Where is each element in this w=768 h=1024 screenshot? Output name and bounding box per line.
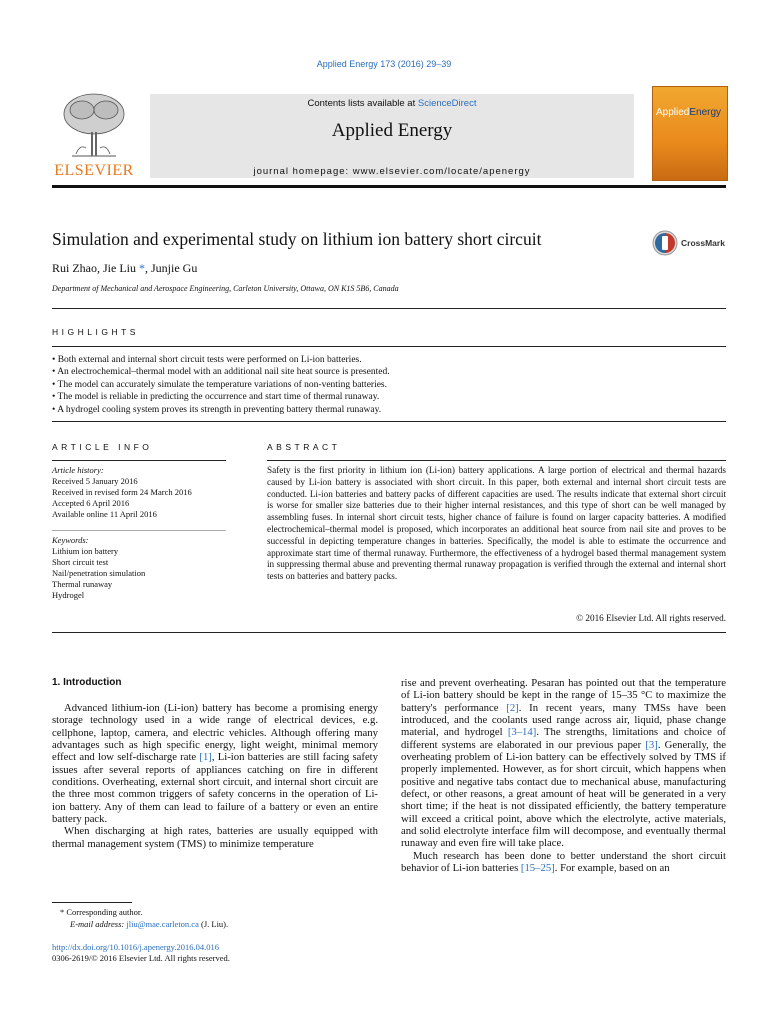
intro-text: . In recent years, many TMSs have been introduced, and the coolants used range across air, liquid, phase change material, and hydrogel bbox=[401, 701, 726, 739]
article-title: Simulation and experimental study on lithium ion battery short circuit bbox=[52, 229, 542, 249]
section-rule-top bbox=[52, 308, 726, 309]
keywords-label: Keywords: bbox=[52, 535, 89, 545]
highlights-heading: HIGHLIGHTS bbox=[52, 327, 139, 337]
header-rule bbox=[52, 185, 726, 188]
section-heading-introduction: 1. Introduction bbox=[52, 677, 122, 688]
intro-text: Advanced lithium-ion (Li-ion) battery has become a promising energy storage technology used in a wide range of electrical devices, e.g. cellphone, laptop, camera, and electric vehicles. Although offering many advantages such as high specific energy, light weight, minimal memory effect and low self-discharge rate bbox=[52, 702, 378, 764]
intro-text: . Generally, the overheating problem of Li-ion battery can be effectively solved by TMS if properly implemented. However, as for short circuit, which happens when positive and negative tabs contact due to mechanical abuse, manufacturing defect, or other reasons, a great amount of heat will be generated in a very short time; if the heat is not dissipated efficiently, the battery temperature will exceed a critical point, above which the electrolyte, active materials, and solid electrolyte interface film will decompose, and eventually thermal runaway and even fire will take place. bbox=[401, 738, 727, 850]
highlight-item: • The model is reliable in predicting the occurrence and start time of thermal runaway. bbox=[52, 391, 726, 403]
cover-title bbox=[656, 107, 721, 118]
intro-text: . For example, based on an bbox=[554, 862, 670, 875]
keyword-item: Short circuit test bbox=[52, 557, 109, 567]
intro-paragraph-3 bbox=[401, 677, 726, 850]
sciencedirect-link[interactable]: ScienceDirect bbox=[417, 98, 477, 109]
highlights-rule bbox=[52, 346, 726, 347]
elsevier-logo bbox=[52, 88, 136, 180]
keywords-rule bbox=[52, 530, 226, 531]
abstract-heading: ABSTRACT bbox=[267, 442, 341, 452]
elsevier-tree-icon bbox=[52, 88, 136, 162]
crossmark-label: CrossMark bbox=[681, 238, 725, 248]
intro-text: Much research has been done to better understand the short circuit behavior of Li-ion batteries bbox=[401, 849, 726, 875]
keyword-item: Lithium ion battery bbox=[52, 546, 119, 556]
article-info-rule bbox=[52, 460, 226, 461]
reference-link[interactable]: [1] bbox=[199, 751, 212, 764]
journal-banner bbox=[150, 94, 634, 178]
abstract-rule-bottom bbox=[52, 632, 726, 633]
doi-link[interactable]: http://dx.doi.org/10.1016/j.apenergy.2016.04.016 bbox=[52, 942, 219, 952]
intro-paragraph-4 bbox=[401, 850, 726, 875]
intro-paragraph-2: When discharging at high rates, batteries are usually equipped with thermal management system (TMS) to minimize temperature bbox=[52, 825, 378, 850]
keyword-item: Thermal runaway bbox=[52, 579, 113, 589]
highlight-item: • A hydrogel cooling system proves its strength in preventing battery thermal runaway. bbox=[52, 404, 726, 416]
body-column-left bbox=[52, 702, 378, 850]
crossmark-icon bbox=[652, 230, 678, 256]
history-item: Available online 11 April 2016 bbox=[52, 509, 157, 519]
intro-text: rise and prevent overheating. Pesaran has pointed out that the temperature of Li-ion battery should be kept in the range of 15–35 °C to maximize the battery's performance bbox=[401, 677, 726, 714]
abstract-rule bbox=[267, 460, 726, 461]
history-item: Received 5 January 2016 bbox=[52, 476, 138, 486]
reference-link[interactable]: [2] bbox=[506, 701, 519, 714]
affiliation: Department of Mechanical and Aerospace Engineering, Carleton University, Ottawa, ON K1S 5B6, Canada bbox=[52, 284, 399, 293]
intro-text: , Li-ion batteries are still facing safety issues after several reports of appliances catching on fire in different conditions. Overheating, external short circuit, and internal short circuit are the three most common triggers of safety concerns in the operation of Li-ion battery. Any of them can lead to failure of a battery or even an entire battery pack. bbox=[52, 751, 378, 826]
author-list bbox=[52, 261, 197, 276]
highlight-item: • An electrochemical–thermal model with an additional nail site heat source is presented. bbox=[52, 366, 726, 378]
issn-copyright: 0306-2619/© 2016 Elsevier Ltd. All rights reserved. bbox=[52, 953, 230, 963]
email-after: (J. Liu). bbox=[198, 919, 229, 929]
journal-homepage[interactable]: journal homepage: www.elsevier.com/locate/apenergy bbox=[253, 166, 531, 177]
highlight-item: • Both external and internal short circuit tests were performed on Li-ion batteries. bbox=[52, 354, 726, 366]
abstract-text: Safety is the first priority in lithium ion (Li-ion) battery applications. A large portion of electrical and thermal hazards caused by Li-ion battery is associated with short circuit. In this paper, both external and internal short circuit tests are conducted. Li-ion batteries and battery packs of different capacities are used. The results indicate that external short circuit is worse for smaller size batteries due to their higher internal resistances, and this type of short can be well managed by assembling fuses. In internal short circuit tests, higher chance of failure is found on larger capacity batteries. A modified electrochemical–thermal model is proposed, which incorporates an additional heat source from nail site and proves to be successful in depicting temperature changes in batteries. Specifically, the model is able to estimate the occurrence and approximate start time of thermal runaway. Furthermore, the effectiveness of a hydrogel based thermal management system in suppressing thermal abuse and preventing thermal runaway propagation is verified through the external and internal short tests on batteries and battery packs. bbox=[267, 465, 726, 582]
corresponding-author-note: * Corresponding author. bbox=[60, 907, 143, 917]
article-info-heading: ARTICLE INFO bbox=[52, 442, 153, 452]
abstract-copyright: © 2016 Elsevier Ltd. All rights reserved. bbox=[576, 613, 726, 623]
contents-line bbox=[150, 98, 634, 109]
intro-paragraph-1 bbox=[52, 702, 378, 825]
cover-title-1: Applied bbox=[656, 107, 690, 118]
history-label: Article history: bbox=[52, 465, 104, 475]
body-column-right bbox=[401, 677, 726, 875]
crossmark-badge[interactable] bbox=[652, 230, 732, 258]
authors-first: Rui Zhao, Jie Liu bbox=[52, 261, 136, 275]
history-item: Received in revised form 24 March 2016 bbox=[52, 487, 192, 497]
history-item: Accepted 6 April 2016 bbox=[52, 498, 130, 508]
elsevier-wordmark: ELSEVIER bbox=[54, 162, 134, 179]
keyword-item: Nail/penetration simulation bbox=[52, 568, 146, 578]
contents-prefix: Contents lists available at bbox=[307, 98, 418, 109]
footnote-rule bbox=[52, 902, 132, 903]
email-label: E-mail address: bbox=[70, 919, 127, 929]
journal-cover[interactable] bbox=[652, 86, 728, 181]
reference-link[interactable]: [3–14] bbox=[507, 726, 537, 739]
highlight-item: • The model can accurately simulate the temperature variations of non-venting batteries. bbox=[52, 379, 726, 391]
highlights-list bbox=[52, 354, 726, 416]
reference-link[interactable]: [15–25] bbox=[520, 862, 555, 875]
cover-title-2: Energy bbox=[689, 107, 722, 118]
journal-citation[interactable]: Applied Energy 173 (2016) 29–39 bbox=[316, 59, 452, 69]
keyword-item: Hydrogel bbox=[52, 590, 85, 600]
email-note bbox=[70, 919, 228, 929]
highlights-rule-bottom bbox=[52, 421, 726, 422]
intro-text: . The strengths, limitations and choice of different systems are elaborated in our previous paper bbox=[401, 726, 726, 751]
authors-rest: , Junjie Gu bbox=[145, 261, 198, 275]
journal-name: Applied Energy bbox=[331, 120, 453, 141]
email-link[interactable]: jliu@mae.carleton.ca bbox=[126, 919, 199, 929]
reference-link[interactable]: [3] bbox=[645, 738, 658, 751]
corresponding-author-mark[interactable]: * bbox=[136, 261, 145, 275]
